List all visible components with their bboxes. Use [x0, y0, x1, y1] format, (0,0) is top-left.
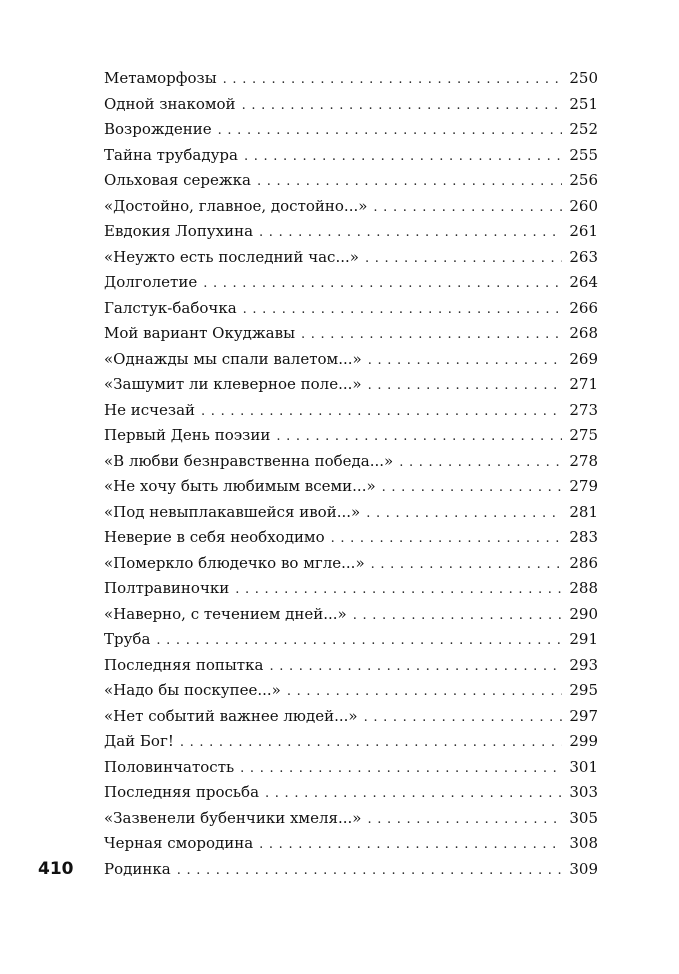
dot-leader: [276, 424, 562, 450]
toc-entry-page: 299: [569, 732, 598, 750]
toc-entry-page: 252: [569, 120, 598, 138]
toc-entry-page: 293: [569, 655, 598, 674]
toc-entry: [104, 219, 598, 245]
toc-entry-title: Последняя просьба: [104, 783, 260, 801]
toc-entry-page: 264: [569, 273, 598, 291]
toc-entry: [104, 602, 598, 628]
dot-leader: [371, 552, 562, 578]
dot-leader: [218, 118, 562, 144]
toc-entry: [104, 551, 598, 577]
toc-entry: [104, 143, 598, 169]
toc-entry: [104, 347, 598, 373]
toc-entry-title: Полтравиночки: [104, 579, 230, 597]
toc-entry-page: 263: [569, 247, 598, 266]
dot-leader: [269, 654, 562, 680]
dot-leader: [235, 577, 562, 603]
toc-entry-title: Метаморфозы: [104, 69, 217, 87]
dot-leader: [257, 169, 562, 195]
dot-leader: [243, 297, 562, 323]
dot-leader: [223, 67, 562, 93]
dot-leader: [353, 603, 562, 629]
toc-entry-page: 305: [569, 808, 598, 827]
dot-leader: [156, 628, 562, 654]
dot-leader: [331, 526, 562, 552]
toc-entry-page: 255: [569, 145, 598, 164]
toc-entry-title: Не исчезай: [104, 400, 196, 419]
dot-leader: [367, 807, 562, 833]
toc-entry-title: Одной знакомой: [104, 94, 236, 113]
toc-entry-page: 260: [569, 196, 598, 215]
toc-entry-title: Труба: [104, 630, 151, 648]
dot-leader: [177, 858, 562, 884]
toc-entry: [104, 423, 598, 449]
toc-entry-page: 308: [569, 834, 598, 852]
toc-entry-title: «Зазвенели бубенчики хмеля...»: [104, 808, 362, 827]
toc-entry-page: 286: [569, 553, 598, 572]
toc-entry-page: 291: [569, 630, 598, 648]
toc-entry: [104, 321, 598, 347]
toc-entry: [104, 653, 598, 679]
toc-entry-title: «Под невыплакавшейся ивой...»: [104, 502, 361, 521]
dot-leader: [180, 730, 562, 756]
toc-entry: [104, 576, 598, 602]
toc-entry: [104, 729, 598, 755]
toc-entry-title: Возрождение: [104, 120, 212, 138]
toc-entry-page: 268: [569, 324, 598, 342]
toc-entry-title: «Зашумит ли клеверное поле...»: [104, 375, 362, 393]
toc-entry-page: 271: [569, 375, 598, 393]
toc-entry-title: Первый День поэзии: [104, 426, 271, 444]
toc-entry-title: Неверие в себя необходимо: [104, 528, 325, 546]
toc-entry-title: «Нет событий важнее людей...»: [104, 706, 358, 725]
toc-entry-title: Последняя попытка: [104, 655, 264, 674]
dot-leader: [259, 220, 562, 246]
toc-entry-page: 290: [569, 604, 598, 623]
dot-leader: [242, 93, 562, 119]
toc-entry-page: 269: [569, 349, 598, 368]
toc-entry: [104, 168, 598, 194]
toc-entry: [104, 449, 598, 475]
toc-entry: [104, 296, 598, 322]
toc-entry-title: Евдокия Лопухина: [104, 222, 254, 240]
toc-entry-title: Половинчатость: [104, 757, 235, 776]
toc-entry: [104, 525, 598, 551]
toc-entry-title: Мой вариант Окуджавы: [104, 324, 296, 342]
toc-entry: [104, 474, 598, 500]
toc-entry: [104, 806, 598, 832]
toc-entry-title: Ольховая сережка: [104, 171, 251, 189]
toc-entry-page: 273: [569, 400, 598, 419]
dot-leader: [240, 756, 562, 782]
toc-entry: [104, 755, 598, 781]
toc-entry-page: 256: [569, 171, 598, 189]
toc-entry-title: Долголетие: [104, 273, 198, 291]
toc-entry-page: 275: [569, 426, 598, 444]
toc-entry-page: 279: [569, 477, 598, 495]
dot-leader: [382, 475, 562, 501]
toc-entry: [104, 92, 598, 118]
toc-entry-title: Черная смородина: [104, 834, 254, 852]
toc-entry: [104, 627, 598, 653]
toc-entry-page: 309: [569, 859, 598, 878]
toc-entry-title: Галстук-бабочка: [104, 298, 237, 317]
toc-entry-title: «В любви безнравственна победа...»: [104, 451, 394, 470]
toc-entry: [104, 66, 598, 92]
toc-entry: [104, 194, 598, 220]
dot-leader: [366, 501, 562, 527]
toc-entry: [104, 704, 598, 730]
toc-entry-title: «Неужто есть последний час...»: [104, 247, 359, 266]
toc-entry: [104, 831, 598, 857]
toc-entry-title: «Надо бы поскупее...»: [104, 681, 281, 699]
page-number: 410: [38, 859, 74, 879]
toc-entry: [104, 678, 598, 704]
toc-entry: [104, 500, 598, 526]
dot-leader: [368, 348, 562, 374]
toc-entry-page: 250: [569, 69, 598, 87]
toc-entry-title: «Наверно, с течением дней...»: [104, 604, 347, 623]
toc-entry: [104, 245, 598, 271]
dot-leader: [365, 246, 562, 272]
dot-leader: [301, 322, 562, 348]
toc-entry: [104, 780, 598, 806]
dot-leader: [265, 781, 562, 807]
toc-entry-title: Тайна трубадура: [104, 145, 238, 164]
dot-leader: [364, 705, 562, 731]
toc-entry-page: 303: [569, 783, 598, 801]
toc-entry-page: 295: [569, 681, 598, 699]
toc-entry-page: 261: [569, 222, 598, 240]
dot-leader: [203, 271, 562, 297]
toc-entry: [104, 857, 598, 883]
dot-leader: [244, 144, 562, 170]
toc-entry-title: «Не хочу быть любимым всеми...»: [104, 477, 376, 495]
toc-entry-page: 297: [569, 706, 598, 725]
toc-entry-page: 251: [569, 94, 598, 113]
toc-entry: [104, 270, 598, 296]
toc-entry-title: «Померкло блюдечко во мгле...»: [104, 553, 365, 572]
dot-leader: [373, 195, 562, 221]
toc-entry-title: Родинка: [104, 859, 171, 878]
toc-entry-title: «Однажды мы спали валетом...»: [104, 349, 362, 368]
dot-leader: [368, 373, 562, 399]
toc-entry-page: 301: [569, 757, 598, 776]
toc-entry-page: 281: [569, 502, 598, 521]
toc-entry-page: 278: [569, 451, 598, 470]
toc-entry-title: Дай Бог!: [104, 732, 174, 750]
dot-leader: [259, 832, 562, 858]
toc-entry: [104, 372, 598, 398]
toc-entry-page: 288: [569, 579, 598, 597]
toc-entry-page: 283: [569, 528, 598, 546]
toc-entry: [104, 398, 598, 424]
toc-entry-title: «Достойно, главное, достойно...»: [104, 196, 368, 215]
dot-leader: [287, 679, 562, 705]
dot-leader: [399, 450, 562, 476]
dot-leader: [201, 399, 562, 425]
table-of-contents: [104, 66, 598, 882]
toc-entry-page: 266: [569, 298, 598, 317]
toc-entry: [104, 117, 598, 143]
